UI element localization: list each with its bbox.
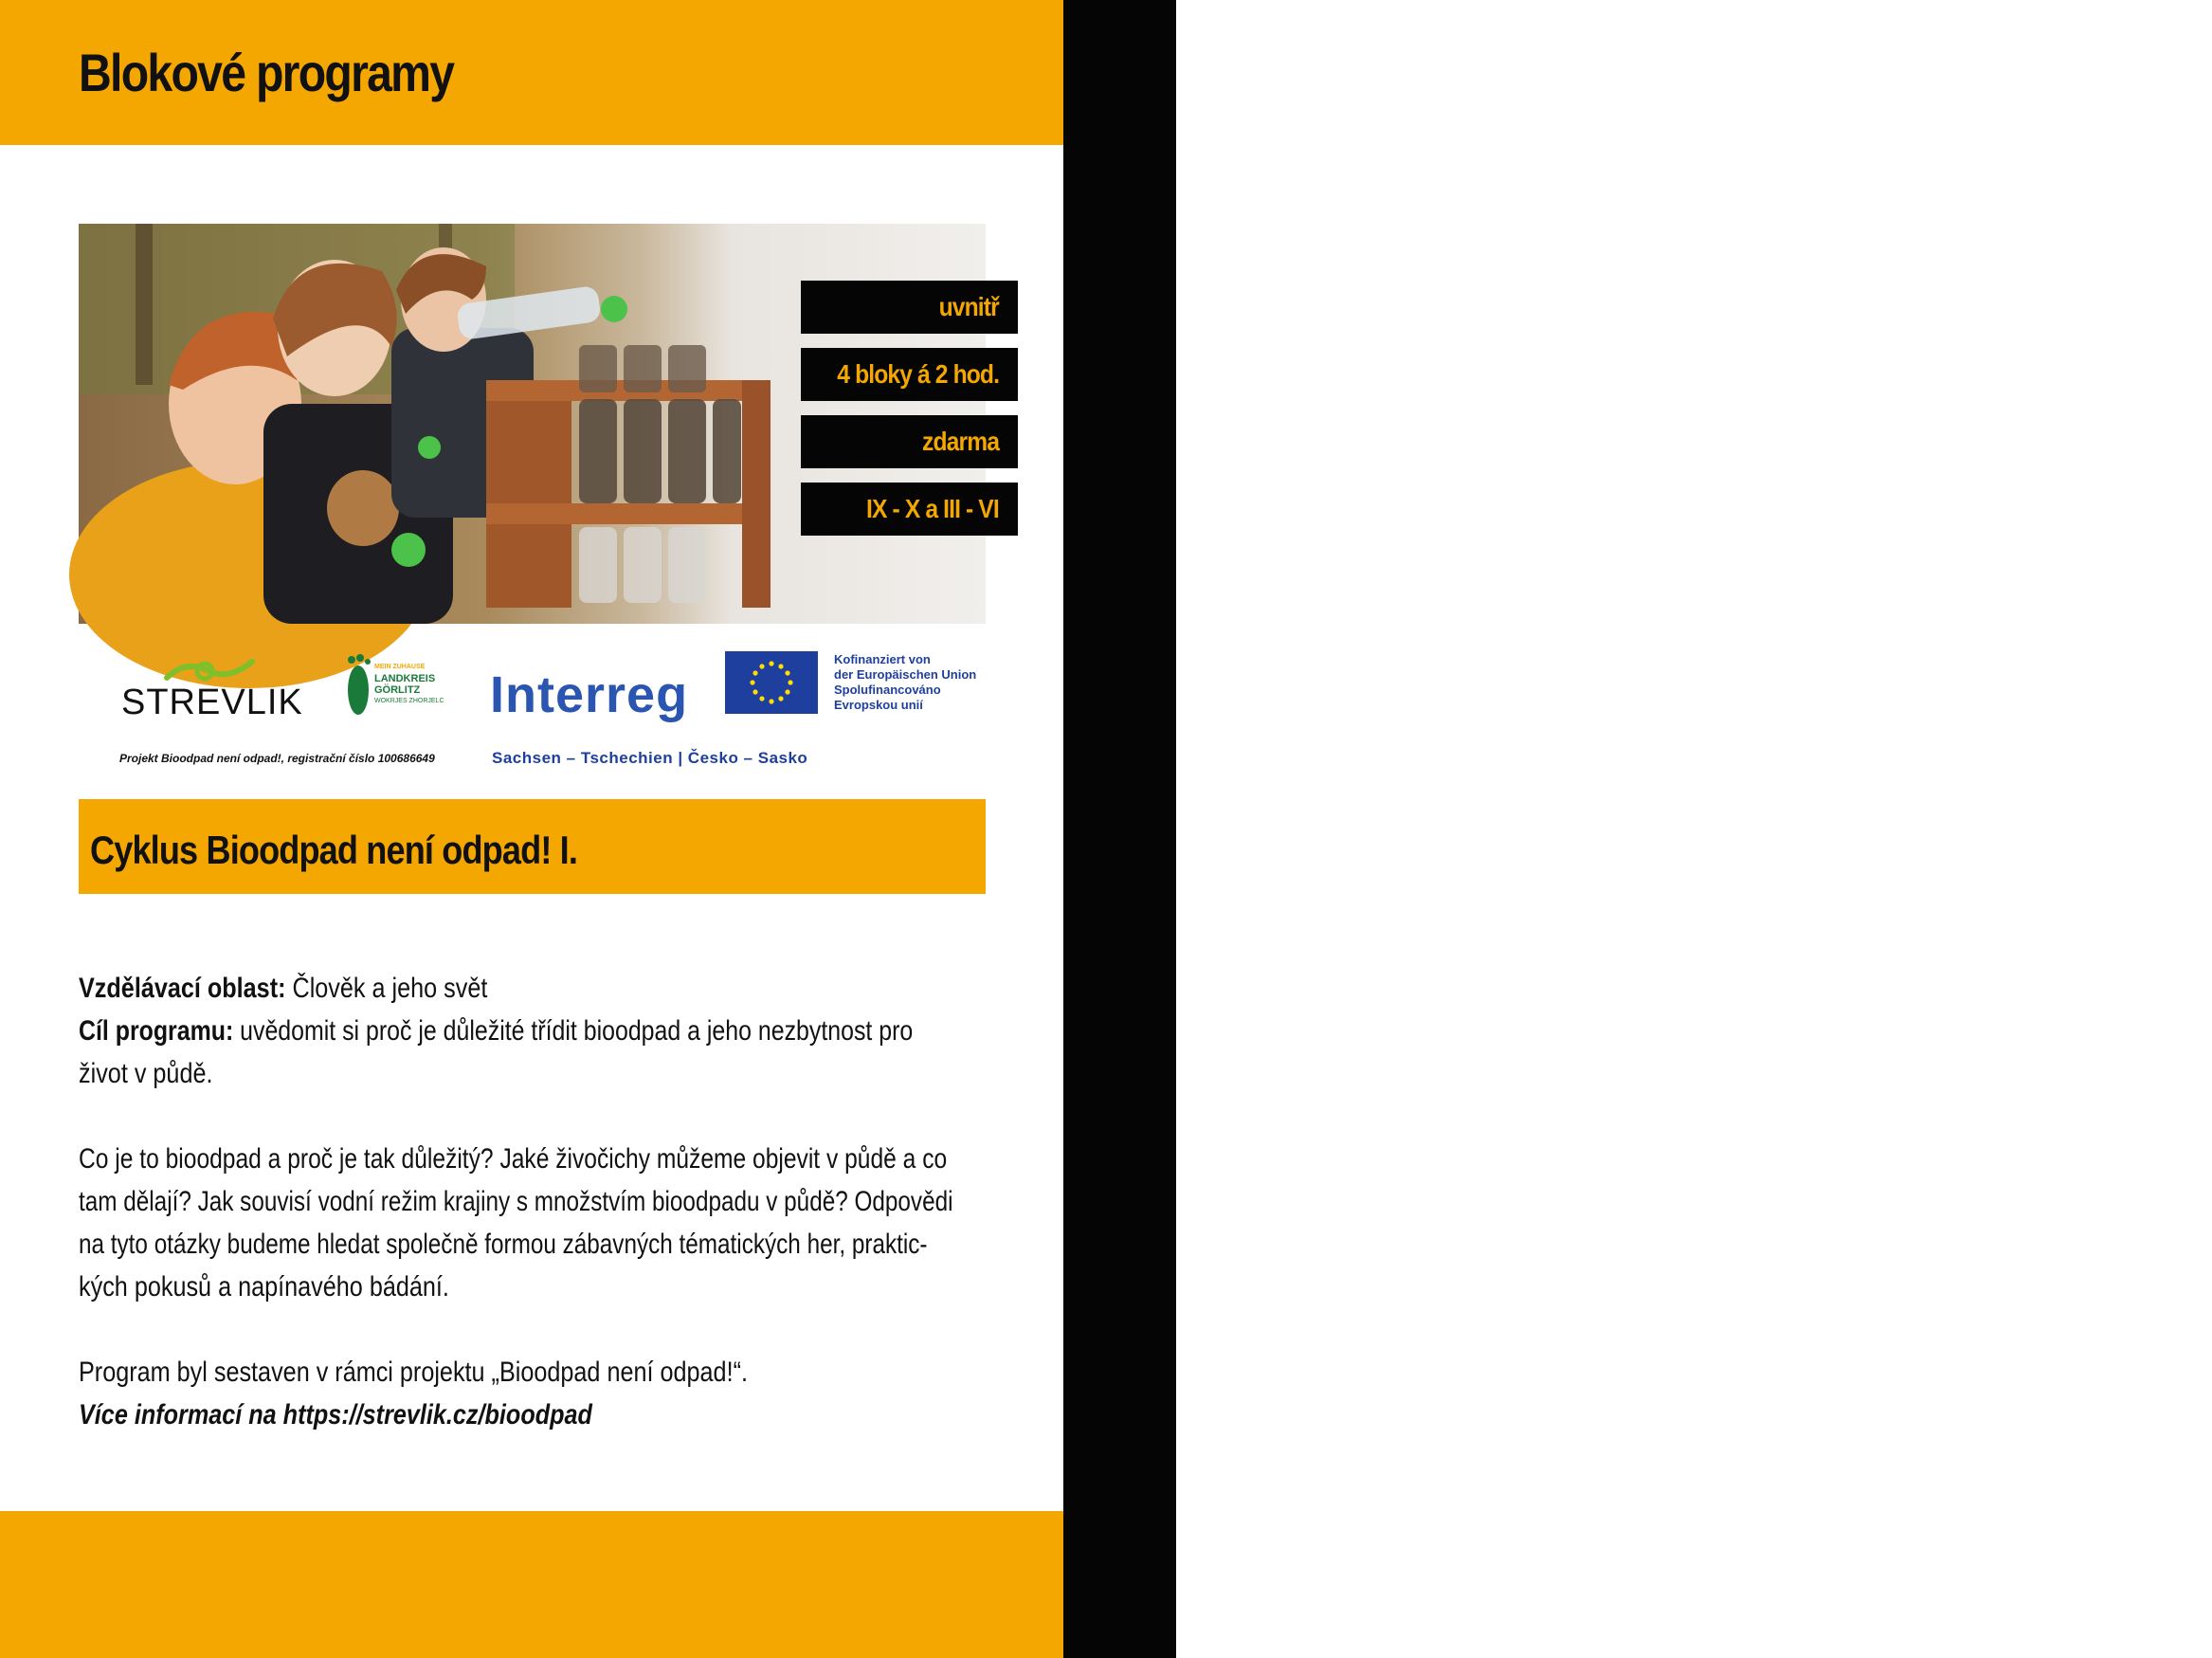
project-registration-note: Projekt Bioodpad není odpad!, registrační číslo 100686649: [119, 752, 435, 765]
goal-label: Cíl programu:: [79, 1015, 234, 1047]
description-line-4: kých pokusů a napínavého bádání.: [79, 1271, 449, 1303]
eu-text-line-3: Spolufinancováno: [834, 683, 941, 697]
footer-band: [0, 1511, 1063, 1658]
description-line-3: na tyto otázky budeme hledat společně formou zábavných tématických her, praktic-: [79, 1229, 928, 1260]
program-description: [79, 967, 986, 1436]
subtitle-bar: [79, 799, 986, 894]
landkreis-text: [374, 662, 444, 707]
footprint-icon: [344, 652, 372, 719]
program-tags: [801, 281, 1018, 550]
eu-stars-icon: [725, 651, 818, 714]
area-line: [79, 967, 986, 1010]
description-line-2: tam dělají? Jak souvisí vodní režim krajiny s množstvím bioodpadu v půdě? Odpovědi: [79, 1186, 953, 1217]
program-subtitle: Cyklus Bioodpad není odpad! I.: [90, 828, 578, 872]
landkreis-line-3: GÖRLITZ: [374, 684, 421, 696]
tag-location: uvnitř: [801, 281, 1018, 334]
landkreis-line-4: WOKRJES ZHORJELC: [374, 698, 444, 704]
interreg-region-line: Sachsen – Tschechien | Česko – Sasko: [492, 749, 808, 767]
side-title-text: Základní škola I. stupeň: [2154, 144, 2211, 622]
tag-price: zdarma: [801, 415, 1018, 468]
strevlik-logo: [121, 654, 303, 722]
eu-text-line-4: Evropskou unií: [834, 698, 923, 712]
eu-text-line-1: Kofinanziert von: [834, 652, 931, 666]
more-info-link[interactable]: Více informací na https://strevlik.cz/bioodpad: [79, 1399, 592, 1430]
goal-line-2: život v půdě.: [79, 1058, 213, 1089]
page-title: Blokové programy: [79, 43, 454, 102]
tag-months: IX - X a III - VI: [801, 483, 1018, 536]
side-band: [1063, 0, 2211, 1658]
tag-duration: 4 bloky á 2 hod.: [801, 348, 1018, 401]
header-band: [0, 0, 1063, 145]
side-title: [2153, 144, 2212, 699]
landkreis-logo: [344, 652, 448, 719]
eu-cofinancing-text: [834, 652, 976, 713]
eu-flag-icon: [725, 651, 818, 714]
partner-logos: [79, 645, 986, 768]
description-line-1: Co je to bioodpad a proč je tak důležitý? Jaké živočichy můžeme objevit v půdě a co: [79, 1143, 948, 1175]
strevlik-wordmark: STREVLIK: [121, 683, 303, 722]
eu-text-line-2: der Europäischen Union: [834, 667, 977, 682]
landkreis-line-2: LANDKREIS: [374, 673, 436, 684]
project-line: Program byl sestaven v rámci projektu „Bioodpad není odpad!“.: [79, 1357, 748, 1388]
goal-value-1: uvědomit si proč je důležité třídit bioodpad a jeho nezbytnost pro: [233, 1015, 914, 1047]
landkreis-line-1: MEIN ZUHAUSE: [374, 664, 426, 670]
goal-line-1: [79, 1010, 986, 1052]
area-label: Vzdělávací oblast:: [79, 973, 286, 1004]
interreg-logo: Interreg: [490, 666, 689, 723]
area-value: Člověk a jeho svět: [285, 973, 488, 1004]
